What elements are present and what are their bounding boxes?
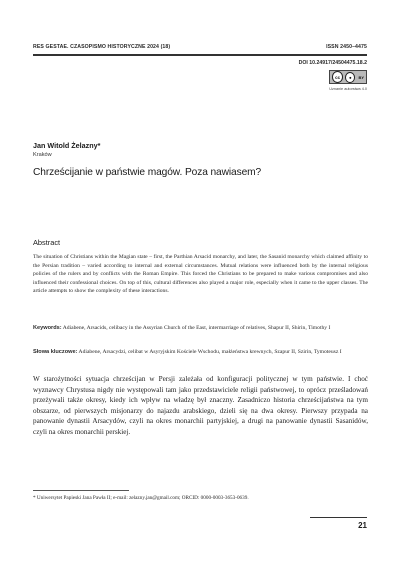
footnote-rule (33, 490, 129, 491)
slowa-kluczowe-label: Słowa kluczowe: (33, 349, 78, 355)
author-name: Jan Witold Żelazny* (33, 141, 101, 150)
cc-icon: cc (332, 71, 343, 83)
slowa-kluczowe-text: Adiabene, Arsacydzi, celibat w Asyryjskim Kościele Wschodu, małżeństwa krewnych, Szapur II, Szirin, Tymoteusz I (78, 349, 342, 355)
keywords (33, 324, 368, 333)
issn: ISSN 2450–4475 (326, 44, 367, 50)
page-number-rule (310, 517, 367, 518)
license-caption: Uznanie autorstwa 4.0 (329, 87, 367, 91)
abstract-text: The situation of Christians within the Magian state – first, the Parthian Arsacid monarchy, and later, the Sasanid monarchy which claimed affinity to the Persian tradition – varied according to internal and external circumstances. Mutual relations were influenced both by the internal religious policies of the rulers and by conflicts with the Roman Empire. This forced the Christians to be prepared to make various compromises and also influenced their confessional choices. On top of this, cultural differences also played a major role, especially when it came to the upper classes. The article attempts to show the complexity of these interactions. (33, 254, 368, 295)
author-affiliation: Kraków (33, 152, 52, 158)
author-footnote: * Uniwersytet Papieski Jana Pawła II; e-mail: zelazny.jan@gmail.com; ORCID: 0000-0003-3653-0639. (33, 495, 249, 501)
journal-title: RES GESTAE. CZASOPISMO HISTORYCZNE 2024 (18) (33, 44, 171, 50)
by-person-icon: ● (345, 72, 355, 83)
keywords-text: Adiabene, Arsacids, celibacy in the Assyrian Church of the East, intermarriage of relatives, Shapur II, Shirin, Timothy I (62, 325, 331, 331)
doi-text[interactable]: DOI 10.24917/24504475.18.2 (298, 60, 367, 66)
abstract-heading: Abstract (33, 238, 61, 247)
cc-by-label: BY (358, 74, 364, 80)
slowa-kluczowe (33, 348, 368, 357)
body-paragraph: W starożytności sytuacja chrześcijan w Persji zależała od konfiguracji politycznej w tym państwie. I choć wyznawcy Chrystusa nigdy nie występowali tam jako przedstawiciele religii państwowej, to oprócz prześladowań przeżywali także okresy, kiedy ich wpływ na władzę był znaczny. Zasadniczo historia chrześcijaństwa na tym obszarze, od pierwszych misjonarzy do najazdu arabskiego, dzieli się na dwa okresy. Pierwszy przypada na panowanie dynastii Arsacydów, czyli na okres monarchii partyjskiej, a drugi na panowanie dynastii Sasanidów, czyli na okres monarchii perskiej. (33, 375, 368, 436)
running-header (33, 44, 367, 50)
keywords-label: Keywords: (33, 325, 62, 331)
header-rule (33, 54, 367, 56)
article-title: Chrześcijanie w państwie magów. Poza nawiasem? (33, 167, 262, 178)
page-number: 21 (358, 521, 367, 530)
cc-license-badge[interactable] (329, 70, 367, 84)
